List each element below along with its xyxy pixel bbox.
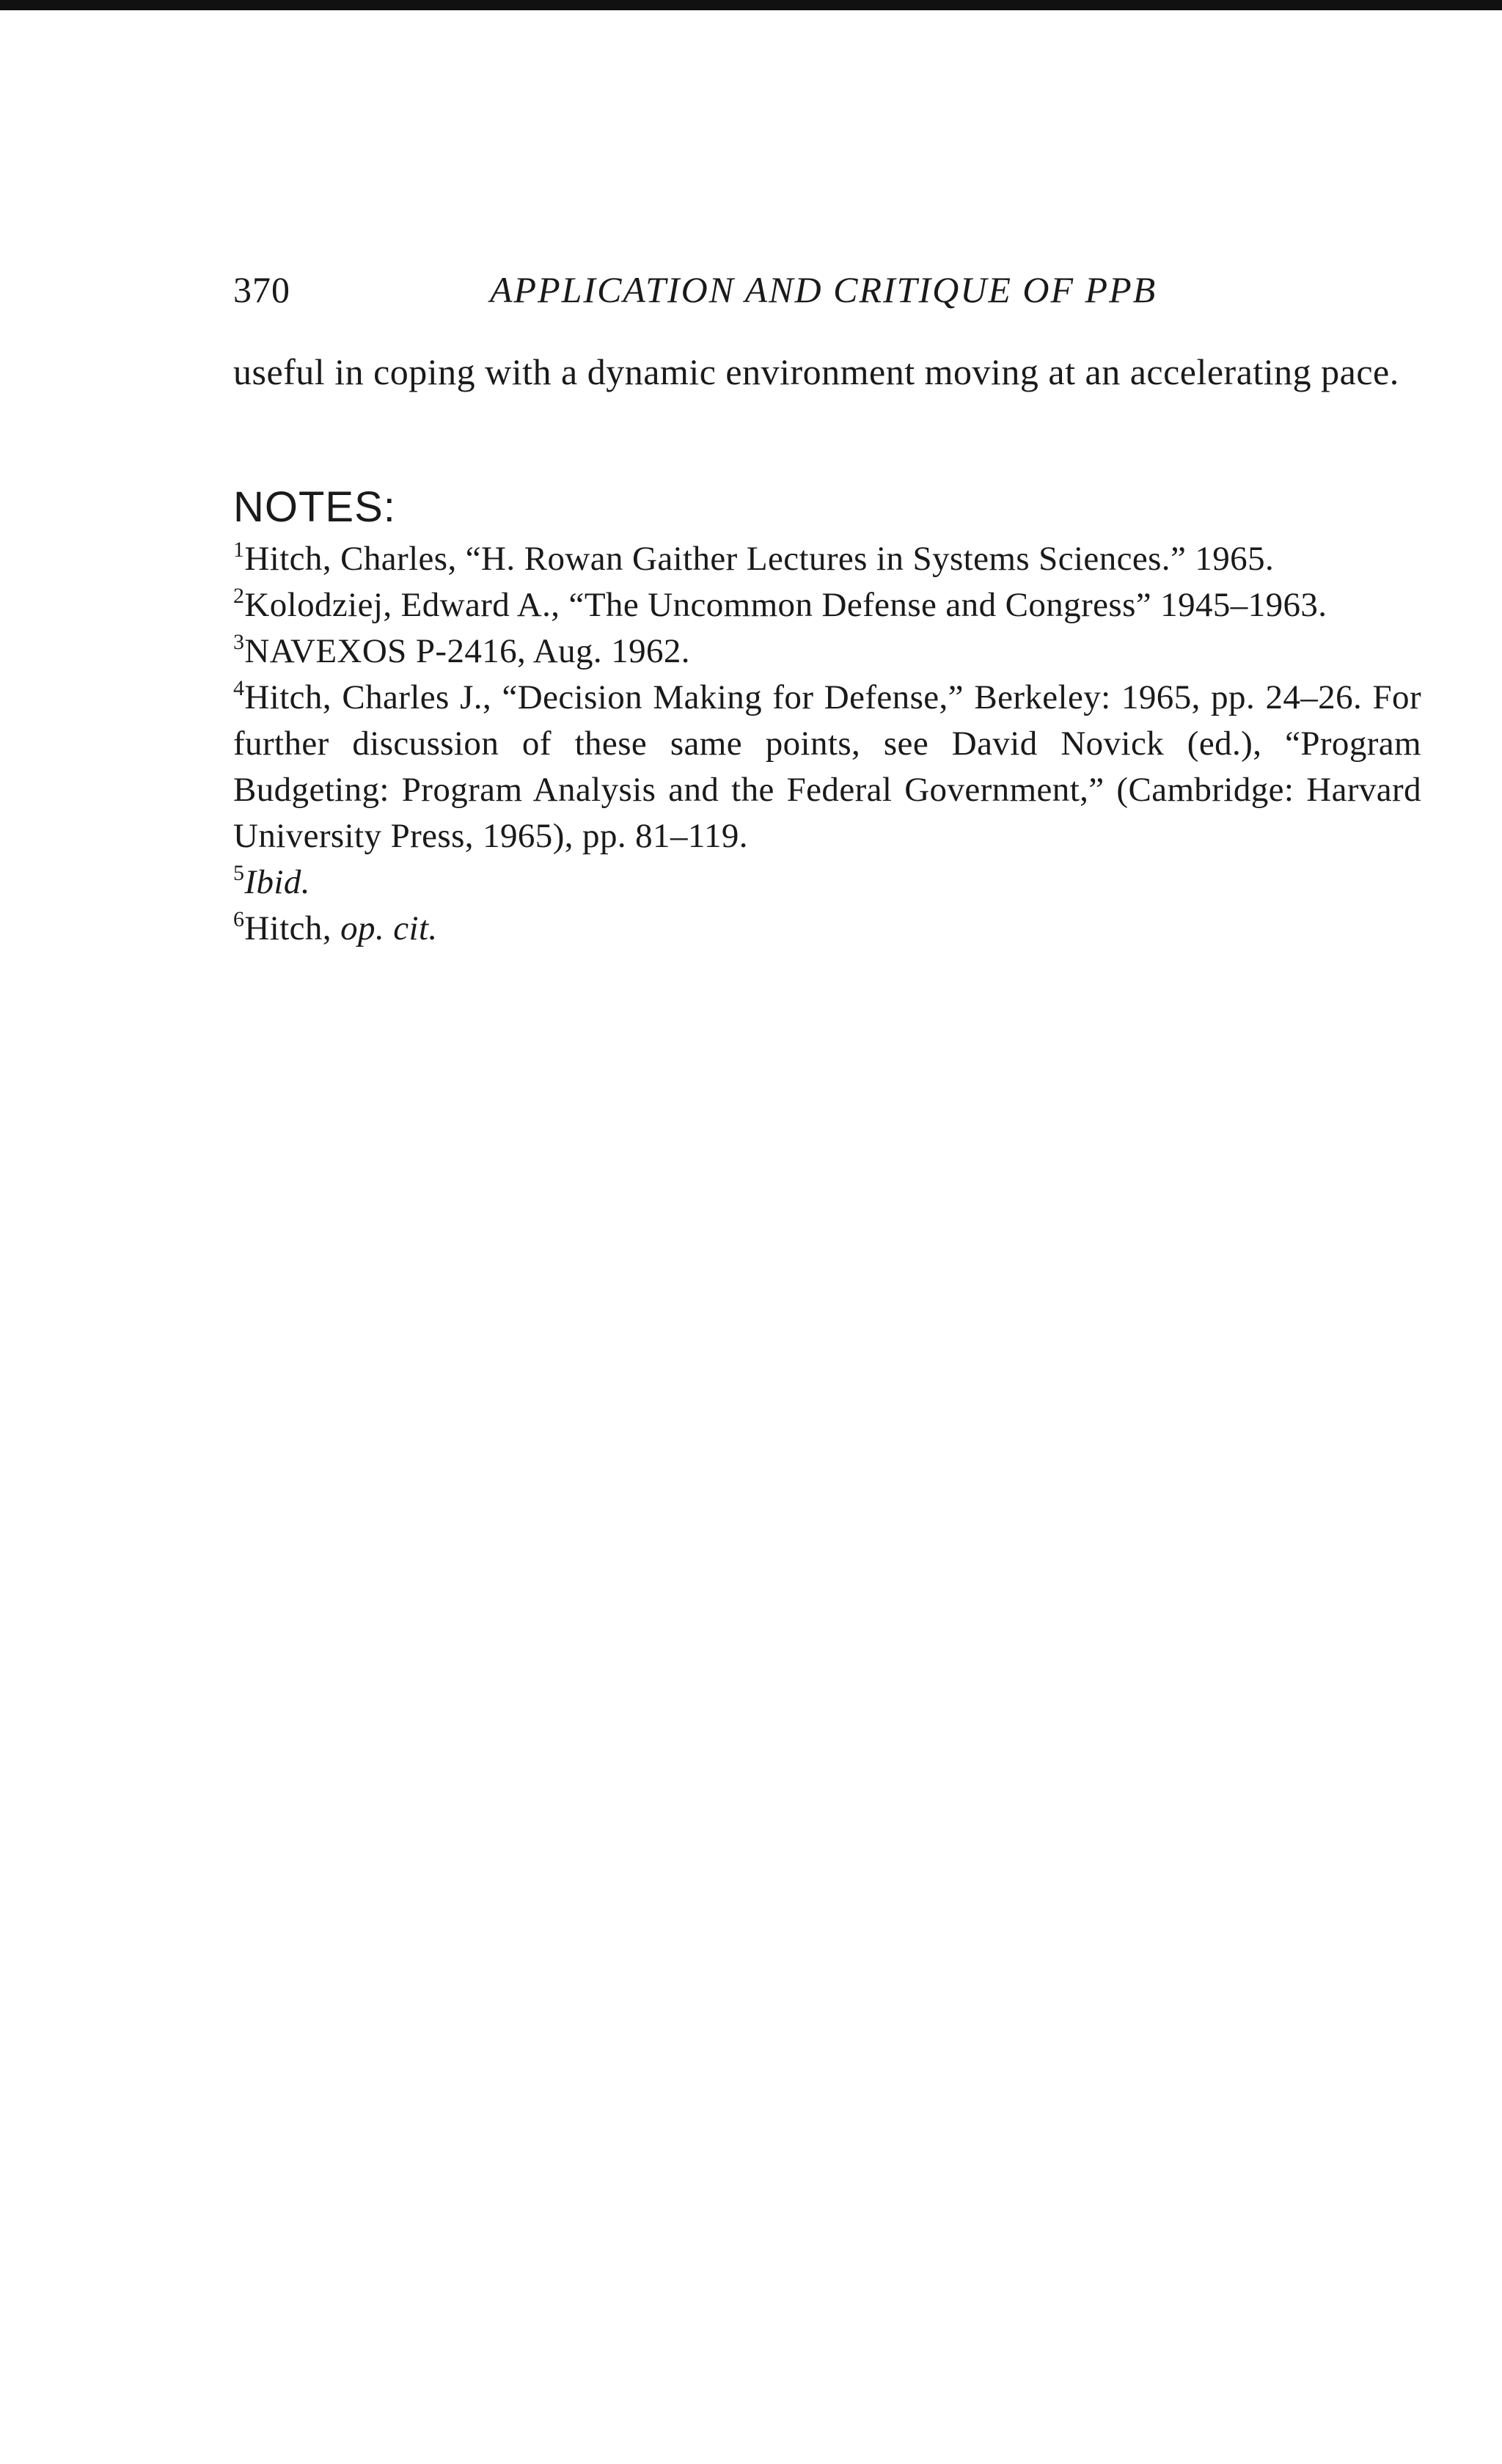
note-item — [233, 628, 1421, 675]
body-paragraph: useful in coping with a dynamic environment moving at an accelerating pace. — [233, 351, 1399, 392]
note-text: Ibid. — [244, 863, 310, 901]
running-title: APPLICATION AND CRITIQUE OF PPB — [490, 269, 1157, 310]
note-item — [233, 906, 1421, 952]
top-border-rule — [0, 0, 1502, 10]
note-text: Kolodziej, Edward A., “The Uncommon Defense and Congress” 1945–1963. — [244, 586, 1327, 624]
note-author: Hitch, — [244, 909, 341, 947]
note-marker: 6 — [233, 907, 245, 931]
note-item — [233, 536, 1421, 582]
note-text: NAVEXOS P-2416, Aug. 1962. — [244, 632, 690, 670]
note-marker: 3 — [233, 630, 245, 654]
notes-heading: NOTES: — [233, 483, 396, 531]
note-item — [233, 859, 1421, 906]
note-item — [233, 582, 1421, 628]
note-text: Hitch, Charles J., “Decision Making for Defense,” Berkeley: 1965, pp. 24–26. For further discussion of these same points, see David Novick (ed.), “Program Budgeting: Program Analysis and the Federal Government,” (Cambridge: Harvard University Press, 1965), pp. 81–119. — [233, 678, 1421, 855]
page-number: 370 — [233, 269, 290, 310]
note-text: op. cit. — [340, 909, 438, 947]
note-marker: 2 — [233, 584, 245, 608]
note-marker: 1 — [233, 538, 245, 562]
notes-list — [233, 536, 1421, 952]
note-item — [233, 675, 1421, 859]
note-marker: 4 — [233, 676, 245, 700]
note-marker: 5 — [233, 861, 245, 885]
note-text: Hitch, Charles, “H. Rowan Gaither Lectures in Systems Sciences.” 1965. — [244, 540, 1275, 578]
running-head — [233, 260, 1421, 319]
document-page — [233, 260, 1421, 952]
